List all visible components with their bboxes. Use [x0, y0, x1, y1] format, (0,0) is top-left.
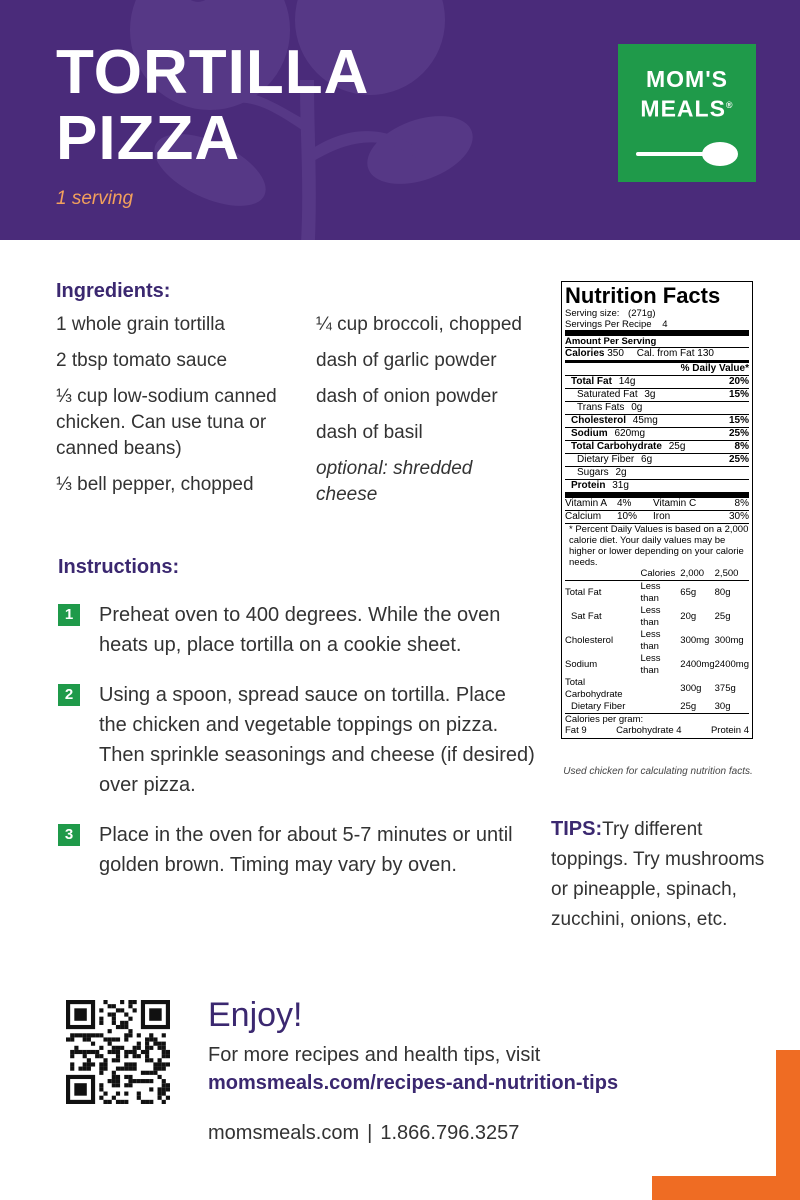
ingredient-item: 2 tbsp tomato sauce	[56, 350, 228, 371]
instruction-step	[58, 680, 538, 800]
nutrient-row	[565, 453, 749, 466]
vitamin-value: 30%	[728, 511, 749, 522]
recipe-title-line1: TORTILLA	[56, 38, 370, 107]
nutrient-row	[565, 479, 749, 492]
reference-table	[565, 568, 749, 713]
step-number-badge: 3	[58, 824, 80, 846]
per-gram-fat: Fat 9	[565, 725, 587, 736]
cal-fat-value: 130	[697, 348, 714, 359]
reference-row	[565, 605, 749, 629]
daily-value-header: % Daily Value*	[565, 360, 749, 375]
nutrient-amount: 14g	[618, 376, 636, 387]
instruction-step	[58, 600, 538, 660]
vitamin-value: 8%	[734, 498, 749, 509]
nutrient-name	[577, 389, 656, 401]
nutrient-daily-value: 20%	[728, 376, 749, 387]
reference-row	[565, 677, 749, 701]
logo-line2: MEALS	[640, 95, 726, 122]
reference-compare: Less than	[640, 629, 661, 652]
contact-line	[208, 1122, 519, 1145]
reference-header	[565, 568, 749, 581]
nutrient-label: Trans Fats	[577, 402, 625, 413]
nutrition-facts-label	[561, 281, 753, 739]
nutrient-name	[577, 454, 652, 466]
reference-compare	[640, 701, 680, 713]
ingredient-item: 1 whole grain tortilla	[56, 314, 225, 335]
ingredient-item: dash of onion powder	[316, 386, 498, 407]
step-text: Preheat oven to 400 degrees. While the oven heats up, place tortilla on a cookie sheet.	[99, 604, 501, 656]
nutrient-name	[571, 441, 685, 453]
calories-per-gram-row	[565, 725, 749, 736]
qr-code-icon[interactable]	[66, 1000, 170, 1104]
nutrient-row	[565, 375, 749, 388]
nutrition-caption: Used chicken for calculating nutrition facts.	[563, 766, 753, 777]
calories-label: Calories	[565, 348, 605, 359]
reference-2000: 300g	[680, 683, 702, 694]
enjoy-heading: Enjoy!	[208, 996, 303, 1034]
ingredients-column-1	[56, 312, 306, 508]
nutrient-label: Saturated Fat	[577, 389, 638, 400]
nutrient-label: Sodium	[571, 428, 608, 439]
nutrient-amount: 25g	[668, 441, 686, 452]
reference-row	[565, 581, 749, 606]
per-gram-carbohydrate: Carbohydrate 4	[616, 725, 682, 736]
recipe-title-line2: PIZZA	[56, 104, 241, 173]
nutrient-amount: 31g	[612, 480, 629, 491]
reference-2000: 65g	[680, 587, 697, 598]
nutrient-amount: 6g	[641, 454, 653, 465]
reference-2000: 2400mg	[680, 659, 715, 670]
vitamin-value: 4%	[617, 498, 632, 509]
calories-value: 350	[607, 348, 624, 359]
reference-compare	[640, 677, 680, 701]
servings-row	[565, 319, 749, 330]
nutrient-label: Total Fat	[571, 376, 612, 387]
instruction-step	[58, 820, 538, 880]
tips-label: TIPS:	[551, 818, 603, 840]
nutrient-label: Cholesterol	[571, 415, 627, 426]
reference-label: Cholesterol	[565, 635, 614, 646]
tips-block	[551, 814, 783, 935]
recipes-link[interactable]: momsmeals.com/recipes-and-nutrition-tips	[208, 1072, 619, 1094]
calories-per-gram-label: Calories per gram:	[565, 713, 749, 725]
reference-2500: 300mg	[714, 635, 744, 646]
serving-size-value: (271g)	[628, 308, 656, 319]
vitamin-label: Vitamin A	[565, 498, 608, 509]
calories-row	[565, 347, 749, 360]
instruction-steps	[58, 600, 538, 900]
vitamin-label: Vitamin C	[653, 498, 697, 509]
nutrient-daily-value: 15%	[728, 389, 749, 400]
amount-per-serving: Amount Per Serving	[565, 330, 749, 347]
reference-2500: 30g	[714, 701, 731, 712]
reference-compare: Less than	[640, 581, 661, 604]
nutrient-name	[577, 467, 627, 479]
nutrient-amount: 2g	[615, 467, 627, 478]
reference-2000: 20g	[680, 611, 697, 622]
nutrient-daily-value: 25%	[728, 428, 749, 439]
nutrient-name	[571, 480, 629, 492]
step-number-badge: 2	[58, 684, 80, 706]
spoon-icon	[636, 140, 740, 168]
nutrient-amount: 620mg	[614, 428, 646, 439]
reference-row	[565, 701, 749, 713]
reference-2500: 2400mg	[714, 659, 749, 670]
reference-header-label: Calories	[640, 568, 676, 579]
reference-label: Dietary Fiber	[571, 701, 626, 712]
reference-compare: Less than	[640, 605, 661, 628]
step-number-badge: 1	[58, 604, 80, 626]
nutrient-label: Sugars	[577, 467, 609, 478]
header-banner	[0, 0, 800, 240]
optional-ingredient: optional: shredded cheese	[316, 458, 473, 505]
vitamin-label: Calcium	[565, 511, 602, 522]
nutrition-facts-title: Nutrition Facts	[565, 283, 721, 308]
reference-label: Sat Fat	[571, 611, 602, 622]
reference-2500: 25g	[714, 611, 731, 622]
nutrient-amount: 3g	[644, 389, 656, 400]
nutrient-row	[565, 440, 749, 453]
serving-size-row	[565, 308, 749, 319]
ingredient-item: ⅓ cup low-sodium canned chicken. Can use tuna or canned beans)	[56, 386, 277, 459]
reference-2500: 375g	[714, 683, 736, 694]
nutrient-name	[571, 428, 645, 440]
nutrient-row	[565, 466, 749, 479]
daily-value-footnote: * Percent Daily Values is based on a 2,000 calorie diet. Your daily values may be higher or lower depending on your calorie needs.	[565, 523, 749, 568]
step-text: Place in the oven for about 5-7 minutes or until golden brown. Timing may vary by oven.	[99, 824, 513, 876]
nutrient-label: Dietary Fiber	[577, 454, 635, 465]
more-recipes-text: For more recipes and health tips, visit	[208, 1044, 541, 1066]
vitamin-row	[565, 510, 749, 523]
reference-label: Total Fat	[565, 587, 602, 598]
nutrient-name	[577, 402, 642, 414]
website-link[interactable]: momsmeals.com	[208, 1122, 360, 1144]
servings-value: 4	[662, 319, 668, 330]
vitamin-rows	[565, 492, 749, 523]
per-gram-protein: Protein 4	[710, 725, 749, 736]
vitamin-row	[565, 498, 749, 510]
nutrient-row	[565, 427, 749, 440]
recipe-title	[56, 40, 369, 172]
nutrient-label: Protein	[571, 480, 606, 491]
reference-label: Total Carbohydrate	[565, 677, 623, 700]
reference-2000: 25g	[680, 701, 697, 712]
ingredient-item: ⅓ bell pepper, chopped	[56, 474, 254, 495]
nutrient-daily-value: 15%	[728, 415, 749, 426]
nutrient-name	[571, 376, 635, 388]
step-text: Using a spoon, spread sauce on tortilla. Place the chicken and vegetable toppings on pizza. Then sprinkle seasonings and cheese (if desired) over pizza.	[99, 684, 535, 796]
ingredient-item: dash of garlic powder	[316, 350, 497, 371]
servings-text: 1 serving	[56, 188, 134, 209]
nutrient-amount: 45mg	[632, 415, 658, 426]
instructions-heading: Instructions:	[58, 556, 180, 578]
serving-size-label: Serving size:	[565, 308, 620, 319]
reference-header-2000: 2,000	[680, 568, 705, 579]
nutrient-row	[565, 414, 749, 427]
nutrient-name	[571, 415, 658, 427]
vitamin-value: 10%	[617, 511, 638, 522]
reference-2500: 80g	[714, 587, 731, 598]
nutrient-daily-value: 8%	[734, 441, 749, 452]
ingredients-column-2	[316, 312, 536, 518]
reference-label: Sodium	[565, 659, 598, 670]
tips-text: Try different toppings. Try mushrooms or pineapple, spinach, zucchini, onions, etc.	[551, 819, 765, 930]
nutrient-rows	[565, 375, 749, 492]
reference-header-2500: 2,500	[714, 568, 739, 579]
nutrient-daily-value: 25%	[728, 454, 749, 465]
phone-number[interactable]: 1.866.796.3257	[380, 1122, 520, 1144]
separator: |	[367, 1122, 373, 1144]
reference-row	[565, 653, 749, 677]
reference-row	[565, 629, 749, 653]
registered-mark: ®	[725, 100, 734, 110]
reference-2000: 300mg	[680, 635, 710, 646]
nutrient-row	[565, 388, 749, 401]
nutrient-row	[565, 401, 749, 414]
servings-label: Servings Per Recipe	[565, 319, 652, 330]
nutrient-amount: 0g	[631, 402, 643, 413]
corner-accent	[652, 1050, 800, 1200]
ingredient-item: dash of basil	[316, 422, 423, 443]
logo-line1: MOM'S	[645, 66, 729, 92]
ingredients-heading: Ingredients:	[56, 280, 171, 302]
nutrient-label: Total Carbohydrate	[571, 441, 662, 452]
cal-fat-label: Cal. from Fat	[636, 348, 695, 359]
reference-compare: Less than	[640, 653, 661, 676]
ingredient-item: ¼ cup broccoli, chopped	[316, 314, 522, 335]
vitamin-label: Iron	[653, 511, 671, 522]
moms-meals-logo	[618, 44, 756, 182]
